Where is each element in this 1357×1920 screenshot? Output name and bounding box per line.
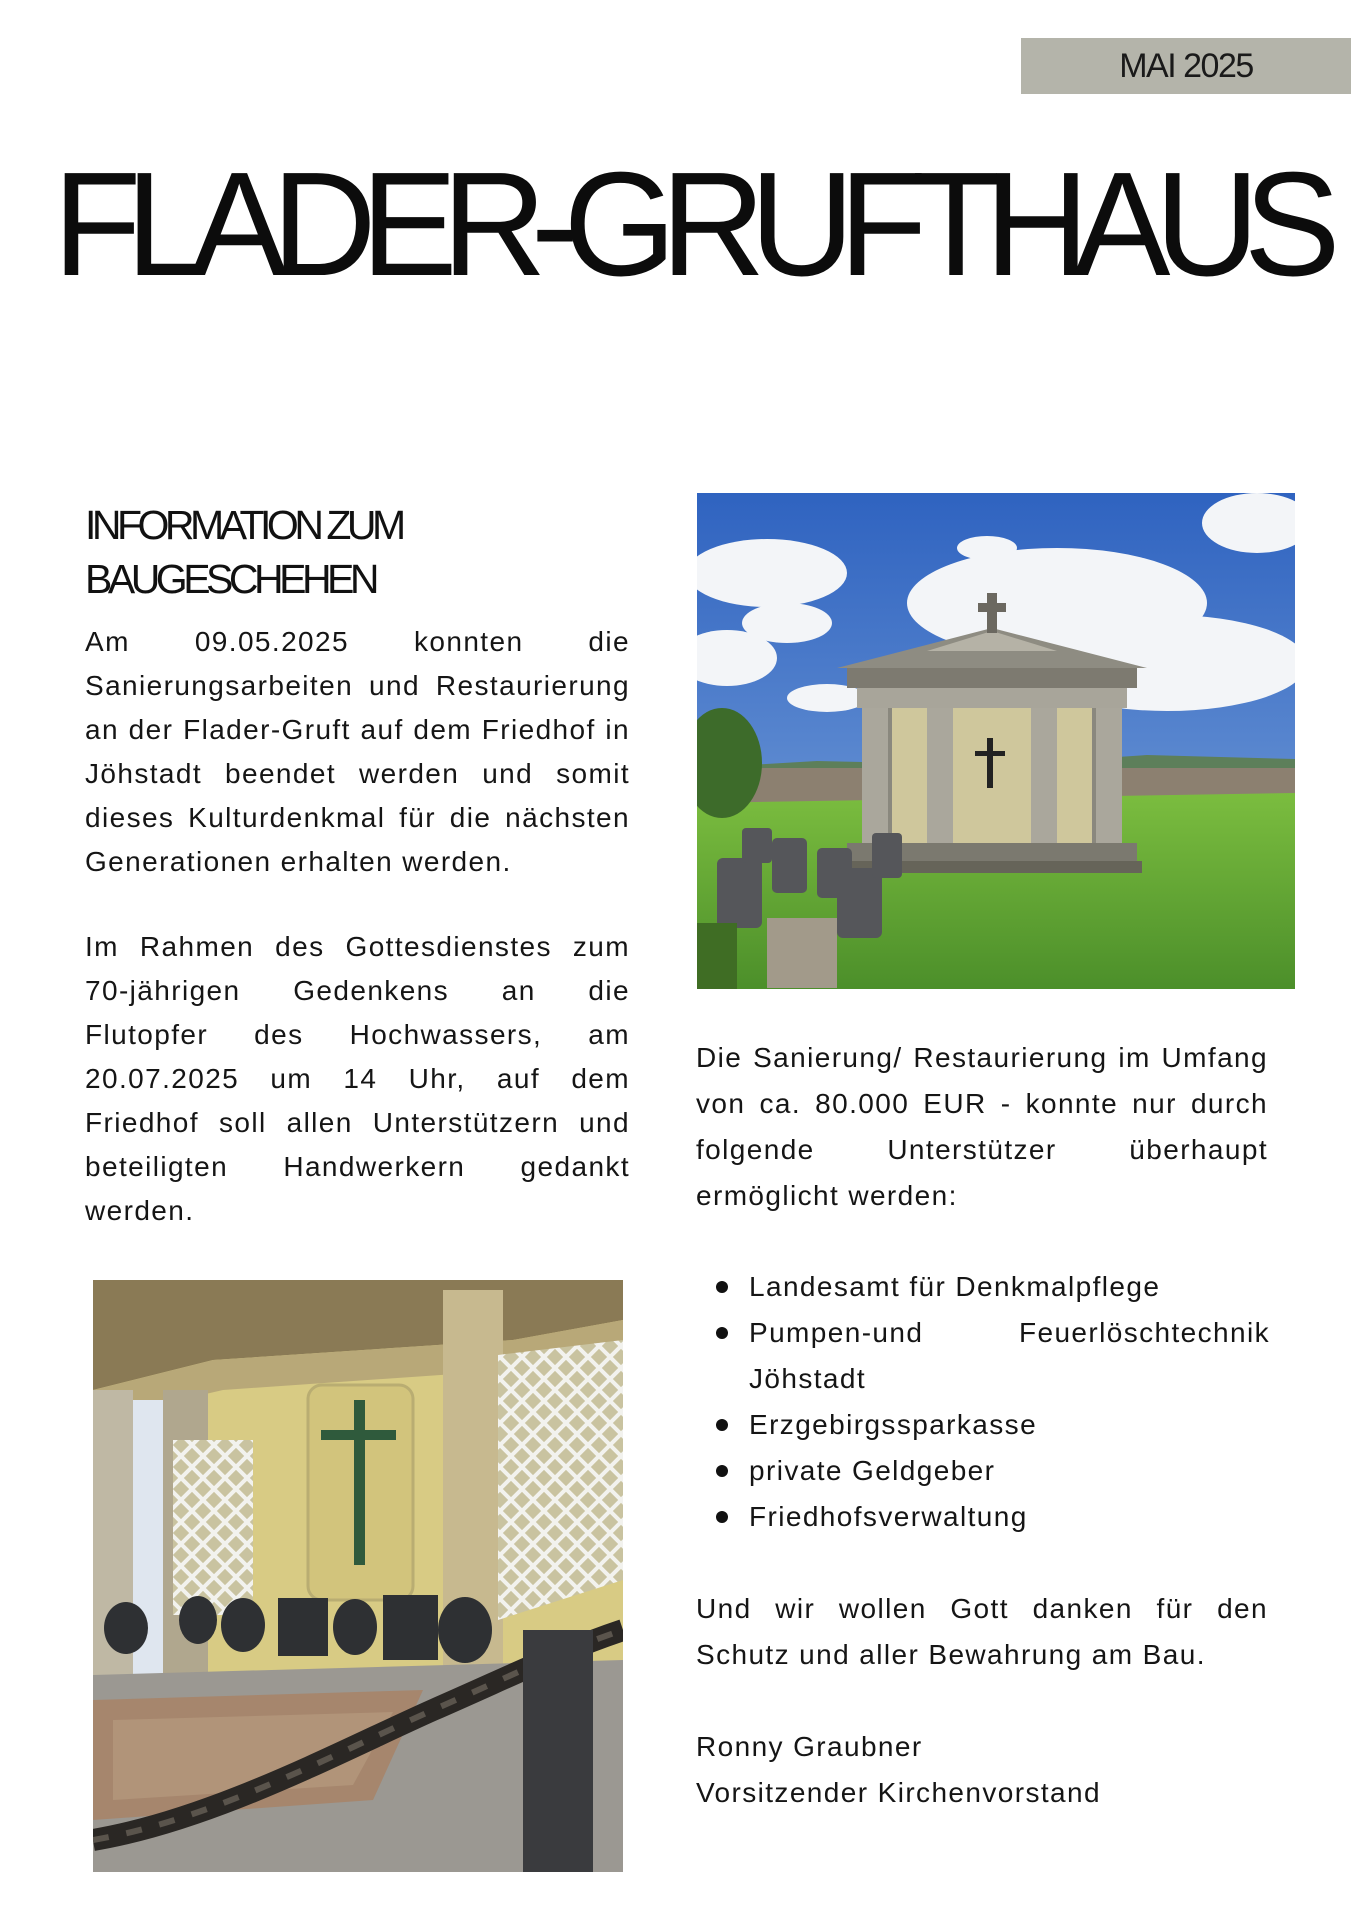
paragraph-thanks: Und wir wollen Gott danken für den Schutz und aller Bewahrung am Bau. [696,1593,1268,1670]
list-item: private Geldgeber [696,1448,1270,1494]
list-item: Erzgebirgssparkasse [696,1402,1270,1448]
date-label: MAI 2025 [1119,46,1253,85]
section-title [85,498,645,606]
list-item: Friedhofsverwaltung [696,1494,1270,1540]
bullet-icon [716,1327,728,1339]
crypt-exterior-photo [697,493,1295,989]
paragraph-completion: Am 09.05.2025 konnten die Sanierungsarbeiten und Restaurierung an der Flader-Gruft auf dem Friedhof in Jöhstadt beendet werden und somit dieses Kulturdenkmal für die nächsten Generationen erhalten werden. [85,626,630,877]
list-item: Landesamt für Denkmalpflege [696,1264,1270,1310]
signature-name: Ronny Graubner [696,1731,923,1762]
signature-role: Vorsitzender Kirchenvorstand [696,1777,1101,1808]
section-title-line-2: BAUGESCHEHEN [85,556,376,602]
list-item-continuation: Jöhstadt [749,1363,867,1394]
list-item: Pumpen-und Feuerlöschtechnik Jöhstadt [696,1310,1270,1402]
supporter-list [696,1264,1270,1540]
section-title-line-1: INFORMATION ZUM [85,502,402,548]
date-badge [1021,38,1351,94]
bullet-icon [716,1465,728,1477]
crypt-interior-photo [93,1280,623,1872]
bullet-icon [716,1511,728,1523]
paragraph-funding-intro: Die Sanierung/ Restaurierung im Umfang von ca. 80.000 EUR - konnte nur durch folgende Unterstützer überhaupt ermöglicht werden: [696,1042,1268,1211]
bullet-icon [716,1281,728,1293]
paragraph-service: Im Rahmen des Gottesdienstes zum 70-jährigen Gedenkens an die Flutopfer des Hochwassers, am 20.07.2025 um 14 Uhr, auf dem Friedhof soll allen Unterstützern und beteiligten Handwerkern gedankt werden. [85,931,630,1226]
page-title: FLADER-GRUFTHAUS [52,142,1325,307]
bullet-icon [716,1419,728,1431]
signature [696,1724,1268,1816]
